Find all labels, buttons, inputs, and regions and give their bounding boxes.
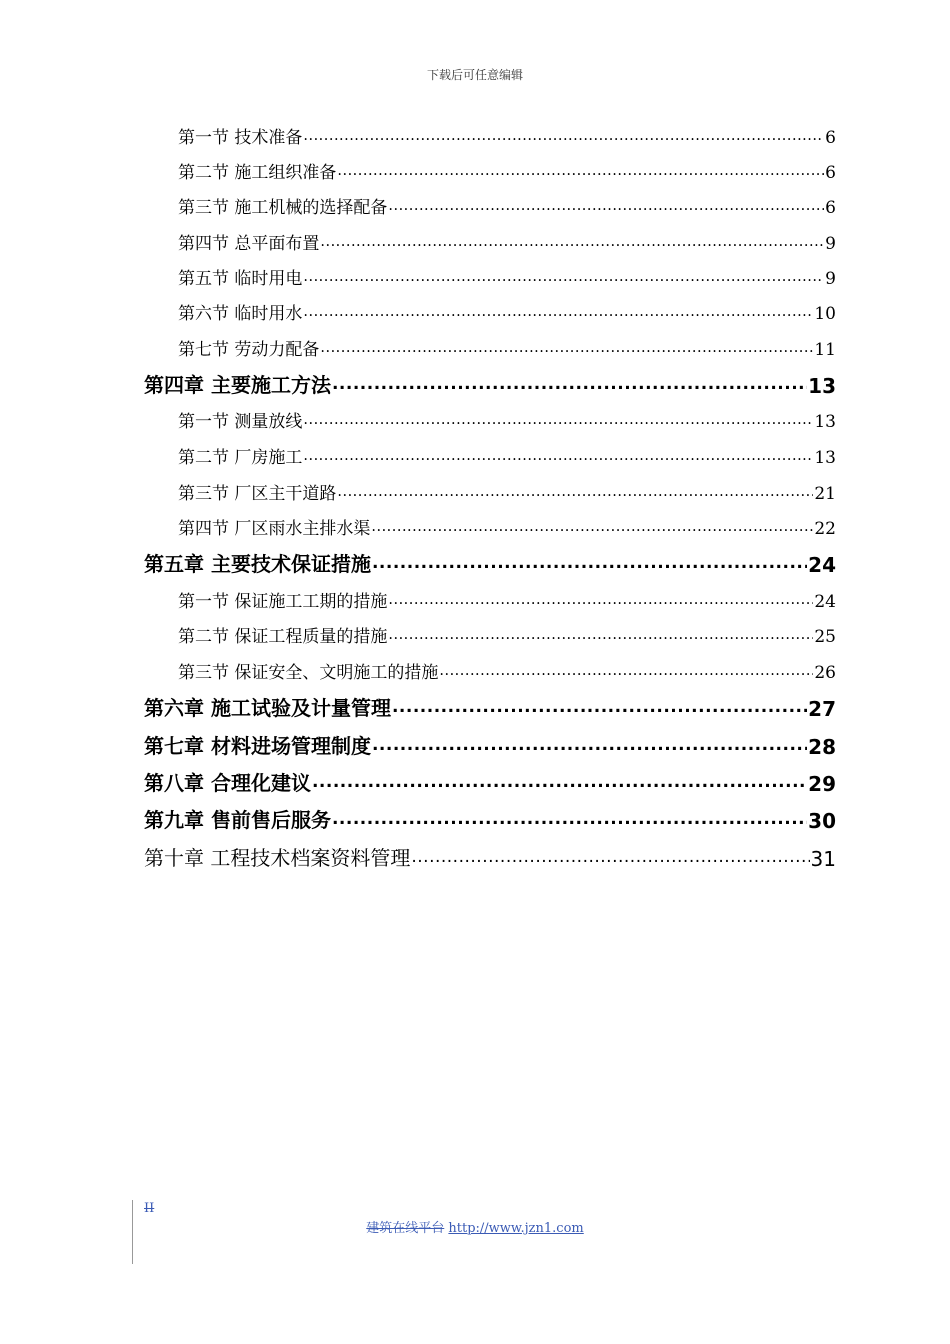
toc-entry-label: 第五章 主要技术保证措施: [144, 552, 371, 576]
toc-entry-page-number: 9: [825, 234, 836, 254]
toc-entry-page-number: 13: [814, 412, 836, 432]
toc-dot-leader: [411, 849, 809, 869]
toc-entry-label: 第三节 厂区主干道路: [178, 484, 337, 504]
toc-entry-page-number: 13: [808, 374, 836, 398]
toc-section-entry[interactable]: [178, 230, 836, 254]
footer: [0, 1217, 950, 1236]
toc-entry-page-number: 21: [814, 484, 836, 504]
toc-section-entry[interactable]: [178, 515, 836, 539]
toc-dot-leader: [439, 664, 813, 681]
header-note: 下载后可任意编辑: [426, 68, 523, 82]
toc-dot-leader: [371, 520, 813, 537]
toc-entry-page-number: 24: [808, 553, 836, 577]
toc-entry-label: 第二节 保证工程质量的措施: [178, 627, 388, 647]
toc-dot-leader: [303, 449, 813, 466]
toc-dot-leader: [392, 699, 807, 719]
toc-dot-leader: [320, 341, 813, 358]
toc-chapter-entry[interactable]: [144, 693, 836, 721]
toc-dot-leader: [332, 811, 807, 831]
toc-dot-leader: [388, 593, 813, 610]
toc-dot-leader: [312, 774, 807, 794]
toc-entry-label: 第十章 工程技术档案资料管理: [144, 846, 411, 870]
toc-entry-page-number: 24: [814, 592, 836, 612]
toc-section-entry[interactable]: [178, 124, 836, 148]
toc-entry-page-number: 31: [810, 847, 836, 871]
toc-entry-label: 第三节 施工机械的选择配备: [178, 198, 388, 218]
toc-entry-label: 第四节 厂区雨水主排水渠: [178, 519, 371, 539]
toc-entry-page-number: 22: [814, 519, 836, 539]
toc-chapter-entry[interactable]: [144, 768, 836, 796]
toc-section-entry[interactable]: [178, 408, 836, 432]
footer-site-name: 建筑在线平台: [366, 1221, 445, 1236]
toc-entry-label: 第七章 材料进场管理制度: [144, 734, 371, 758]
toc-dot-leader: [303, 305, 813, 322]
toc-dot-leader: [337, 485, 813, 502]
toc-dot-leader: [320, 235, 824, 252]
toc-dot-leader: [332, 376, 807, 396]
toc-entry-label: 第四节 总平面布置: [178, 234, 320, 254]
toc-section-entry[interactable]: [178, 588, 836, 612]
toc-dot-leader: [303, 129, 824, 146]
toc-entry-page-number: 6: [825, 163, 836, 183]
toc-section-entry[interactable]: [178, 659, 836, 683]
toc-entry-label: 第八章 合理化建议: [144, 771, 311, 795]
toc-section-entry[interactable]: [178, 300, 836, 324]
toc-entry-page-number: 27: [808, 697, 836, 721]
toc-dot-leader: [372, 555, 807, 575]
toc-entry-label: 第三节 保证安全、文明施工的措施: [178, 663, 439, 683]
toc-section-entry[interactable]: [178, 265, 836, 289]
page-number: II: [144, 1201, 155, 1216]
toc-entry-page-number: 11: [814, 340, 836, 360]
toc-entry-page-number: 30: [808, 809, 836, 833]
toc-entry-label: 第二节 厂房施工: [178, 448, 303, 468]
toc-chapter-entry[interactable]: [144, 370, 836, 398]
toc-dot-leader: [372, 737, 807, 757]
toc-entry-label: 第一节 技术准备: [178, 128, 303, 148]
toc-entry-label: 第六章 施工试验及计量管理: [144, 696, 391, 720]
toc-entry-page-number: 9: [825, 269, 836, 289]
toc-entry-label: 第四章 主要施工方法: [144, 373, 331, 397]
toc-entry-page-number: 6: [825, 128, 836, 148]
toc-entry-page-number: 29: [808, 772, 836, 796]
toc-entry-label: 第九章 售前售后服务: [144, 808, 331, 832]
toc-dot-leader: [337, 164, 824, 181]
toc-chapter-entry[interactable]: [144, 805, 836, 833]
toc-entry-label: 第一节 保证施工工期的措施: [178, 592, 388, 612]
footer-url-link[interactable]: http://www.jzn1.com: [448, 1221, 584, 1236]
toc-entry-page-number: 25: [814, 627, 836, 647]
toc-entry-page-number: 28: [808, 735, 836, 759]
toc-section-entry[interactable]: [178, 159, 836, 183]
toc-chapter-entry[interactable]: [144, 549, 836, 577]
toc-entry-label: 第七节 劳动力配备: [178, 340, 320, 360]
toc-section-entry[interactable]: [178, 336, 836, 360]
toc-entry-label: 第五节 临时用电: [178, 269, 303, 289]
toc-entry-page-number: 26: [814, 663, 836, 683]
toc-entry-page-number: 6: [825, 198, 836, 218]
toc-section-entry[interactable]: [178, 444, 836, 468]
toc-entry-label: 第六节 临时用水: [178, 304, 303, 324]
toc-chapter-entry[interactable]: [144, 731, 836, 759]
toc-entry-page-number: 10: [814, 304, 836, 324]
toc-dot-leader: [303, 413, 813, 430]
toc-entry-page-number: 13: [814, 448, 836, 468]
toc-chapter-entry[interactable]: [144, 843, 836, 871]
toc-entry-label: 第一节 测量放线: [178, 412, 303, 432]
toc-section-entry[interactable]: [178, 623, 836, 647]
toc-section-entry[interactable]: [178, 480, 836, 504]
toc-dot-leader: [388, 628, 813, 645]
toc-entry-label: 第二节 施工组织准备: [178, 163, 337, 183]
toc-section-entry[interactable]: [178, 194, 836, 218]
toc-dot-leader: [388, 199, 824, 216]
toc-dot-leader: [303, 270, 824, 287]
